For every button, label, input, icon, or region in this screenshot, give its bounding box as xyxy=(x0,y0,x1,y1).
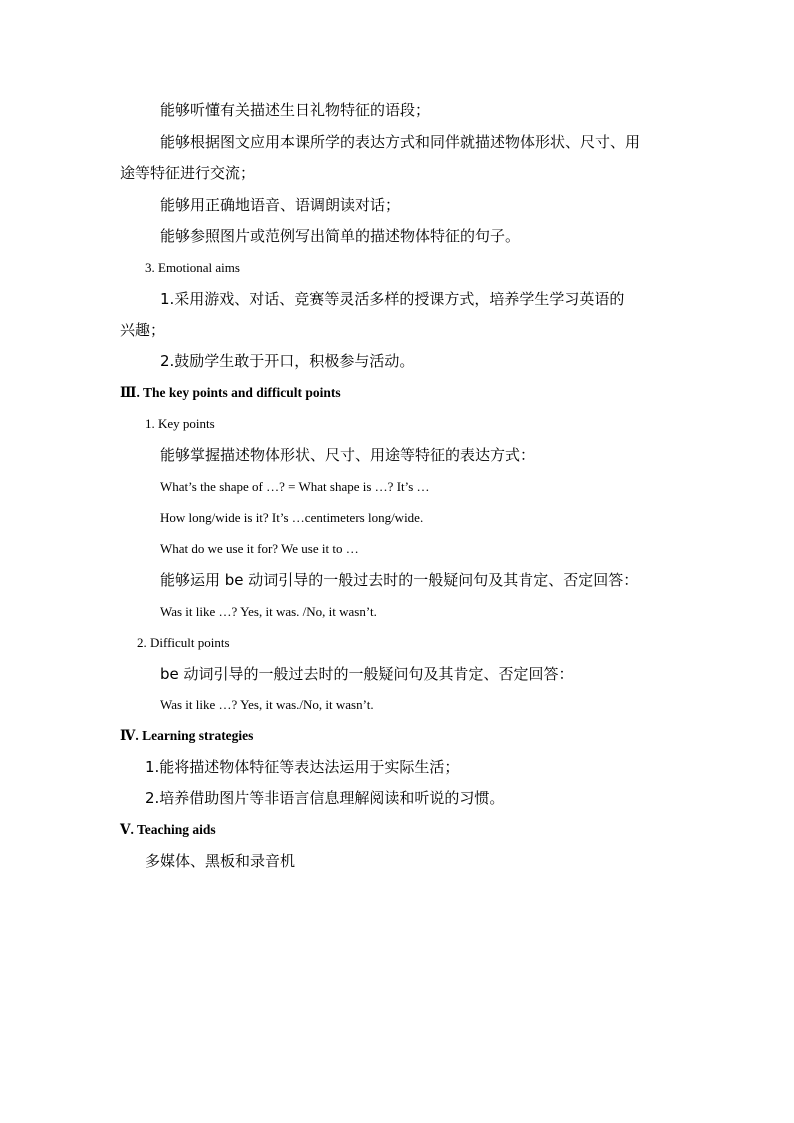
text-line: 2.培养借助图片等非语言信息理解阅读和听说的习惯。 xyxy=(145,789,505,807)
text-line: 能够根据图文应用本课所学的表达方式和同伴就描述物体形状、尺寸、用 xyxy=(160,133,641,151)
text-line: 多媒体、黑板和录音机 xyxy=(145,852,296,870)
text-line: 能够用正确地语音、语调朗读对话； xyxy=(160,196,401,214)
section-heading: Ⅴ. Teaching aids xyxy=(120,822,216,837)
example-sentence: Was it like …? Yes, it was. /No, it wasn’t. xyxy=(160,604,377,619)
section-heading: Ⅲ. The key points and difficult points xyxy=(120,385,341,400)
example-sentence: What do we use it for? We use it to … xyxy=(160,541,359,556)
text-line: be 动词引导的一般过去时的一般疑问句及其肯定、否定回答： xyxy=(160,665,574,683)
text-line: 1.能将描述物体特征等表达法运用于实际生活； xyxy=(145,758,460,776)
text-line: 能够掌握描述物体形状、尺寸、用途等特征的表达方式： xyxy=(160,446,536,464)
text-line: 1.采用游戏、对话、竞赛等灵活多样的授课方式，培养学生学习英语的 xyxy=(160,290,625,308)
example-sentence: What’s the shape of …? = What shape is …? It’s … xyxy=(160,479,430,494)
text-line: 能够参照图片或范例写出简单的描述物体特征的句子。 xyxy=(160,227,521,245)
text-line: 2.鼓励学生敢于开口，积极参与活动。 xyxy=(160,352,415,370)
example-sentence: How long/wide is it? It’s …centimeters long/wide. xyxy=(160,510,424,525)
section-subheading: 3. Emotional aims xyxy=(145,260,240,275)
text-line: 能够运用 be 动词引导的一般过去时的一般疑问句及其肯定、否定回答： xyxy=(160,571,639,589)
text-line: 兴趣； xyxy=(120,321,166,339)
example-sentence: Was it like …? Yes, it was./No, it wasn’t. xyxy=(160,697,374,712)
text-line: 能够听懂有关描述生日礼物特征的语段； xyxy=(160,101,431,119)
section-subheading: 1. Key points xyxy=(145,416,215,431)
section-subheading: 2. Difficult points xyxy=(137,635,230,650)
text-line: 途等特征进行交流； xyxy=(120,164,256,182)
section-heading: Ⅳ. Learning strategies xyxy=(120,728,254,743)
